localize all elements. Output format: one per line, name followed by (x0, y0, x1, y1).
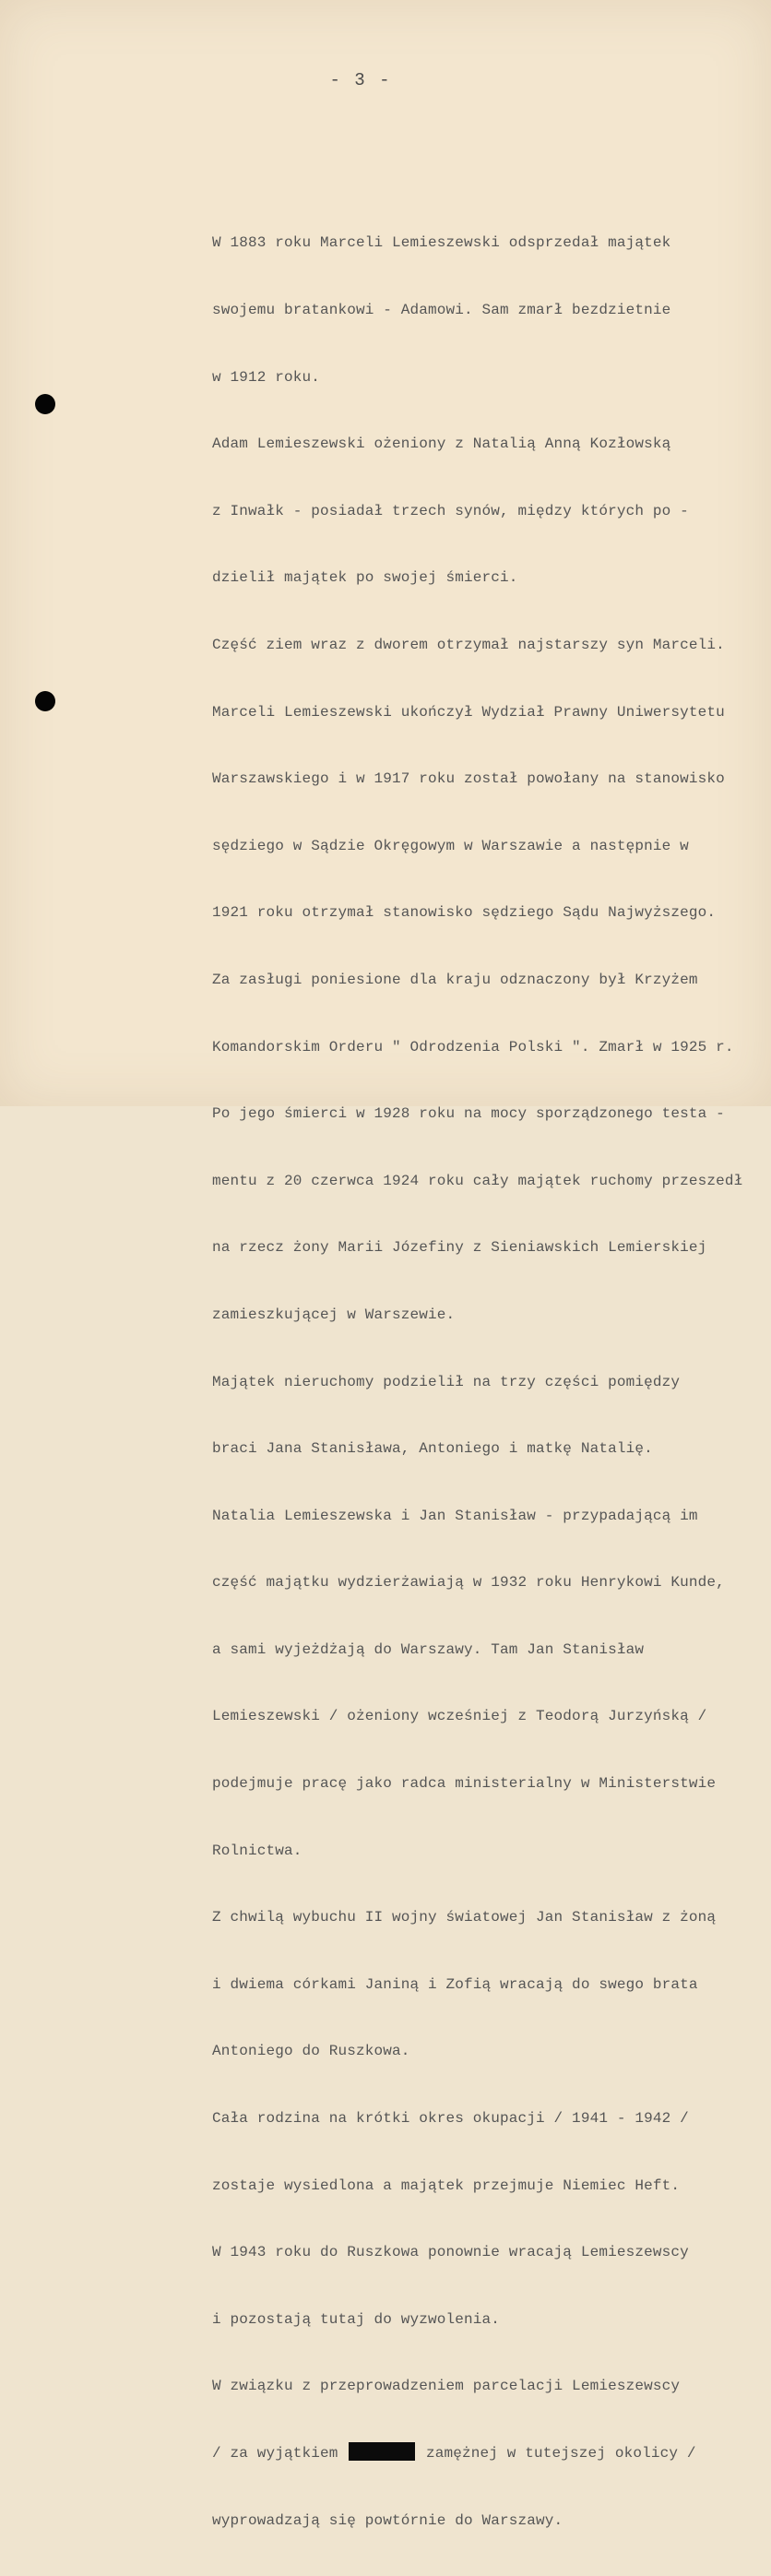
text-line: braci Jana Stanisława, Antoniego i matkę Natalię. (212, 1440, 653, 1458)
text-line: W 1943 roku do Ruszkowa ponownie wracają Lemieszewscy (212, 2244, 689, 2261)
text-line: Cała rodzina na krótki okres okupacji / 1941 - 1942 / (212, 2110, 689, 2128)
text-line: Majątek nieruchomy podzielił na trzy części pomiędzy (212, 1373, 681, 1390)
body-text (212, 187, 765, 2576)
text-line: zamieszkującej w Warszewie. (212, 1306, 456, 1323)
redacted-line (212, 2442, 765, 2464)
text-line: Rolnictwa. (212, 1842, 302, 1859)
text-line: mentu z 20 czerwca 1924 roku cały majątek ruchomy przeszedł (212, 1172, 743, 1189)
text-line: i dwiema córkami Janiną i Zofią wracają do swego brata (212, 1975, 698, 1993)
text-line: Marceli Lemieszewski ukończył Wydział Prawny Uniwersytetu (212, 703, 725, 721)
punch-hole-bottom (35, 691, 55, 711)
text-line: dzielił majątek po swojej śmierci. (212, 569, 518, 587)
text-line: Antoniego do Ruszkowa. (212, 2043, 410, 2060)
text-line: Za zasługi poniesione dla kraju odznaczony był Krzyżem (212, 971, 698, 988)
text-line: Warszawskiego i w 1917 roku został powołany na stanowisko (212, 770, 725, 788)
text-line: sędziego w Sądzie Okręgowym w Warszawie a następnie w (212, 837, 689, 854)
redacted-line-before: / za wyjątkiem (212, 2445, 348, 2462)
text-line: a sami wyjeżdżają do Warszawy. Tam Jan Stanisław (212, 1640, 645, 1658)
text-line: Adam Lemieszewski ożeniony z Natalią Anną Kozłowską (212, 435, 671, 453)
text-line: z Inwałk - posiadał trzech synów, między których po - (212, 502, 689, 519)
text-line: W związku z przeprowadzeniem parcelacji Lemieszewscy (212, 2378, 681, 2395)
text-line: Część ziem wraz z dworem otrzymał najstarszy syn Marceli. (212, 636, 725, 653)
text-line: zostaje wysiedlona a majątek przejmuje Niemiec Heft. (212, 2176, 681, 2194)
text-line: część majątku wydzierżawiają w 1932 roku Henrykowi Kunde, (212, 1574, 725, 1592)
text-line: i pozostają tutaj do wyzwolenia. (212, 2310, 501, 2328)
redacted-line-after: zamężnej w tutejszej okolicy / (417, 2445, 696, 2462)
redaction-box (349, 2442, 415, 2461)
text-line: podejmuje pracę jako radca ministerialny w Ministerstwie (212, 1775, 717, 1793)
text-line-last: wyprowadzają się powtórnie do Warszawy. (212, 2511, 563, 2529)
text-line: Po jego śmierci w 1928 roku na mocy sporządzonego testa - (212, 1105, 725, 1123)
punch-hole-top (35, 394, 55, 414)
text-line: W 1883 roku Marceli Lemieszewski odsprzedał majątek (212, 234, 671, 252)
text-line: Lemieszewski / ożeniony wcześniej z Teodorą Jurzyńską / (212, 1708, 707, 1725)
text-line: Natalia Lemieszewska i Jan Stanisław - przypadającą im (212, 1507, 698, 1524)
text-line: w 1912 roku. (212, 368, 321, 386)
text-line: Z chwilą wybuchu II wojny światowej Jan Stanisław z żoną (212, 1909, 717, 1926)
page-number: - 3 - (329, 70, 392, 90)
text-line: swojemu bratankowi - Adamowi. Sam zmarł bezdzietnie (212, 302, 671, 318)
text-line: na rzecz żony Marii Józefiny z Sieniawskich Lemierskiej (212, 1239, 707, 1257)
text-line: 1921 roku otrzymał stanowisko sędziego Sądu Najwyższego. (212, 904, 717, 922)
text-line: Komandorskim Orderu " Odrodzenia Polski ". Zmarł w 1925 r. (212, 1038, 734, 1055)
